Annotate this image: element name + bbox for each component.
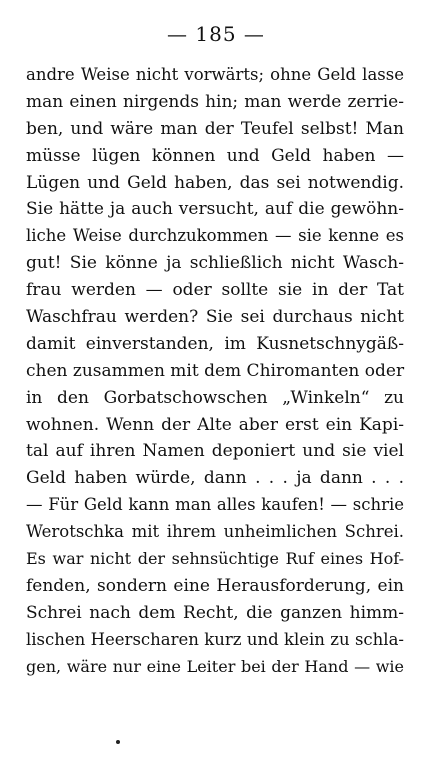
text-line: in den Gorbatschowschen „Winkeln“ zu [26,387,404,408]
text-line: gut! Sie könne ja schließlich nicht Wasch- [26,253,404,274]
text-line: gen, wäre nur eine Leiter bei der Hand — wie [26,656,404,676]
text-line: Schrei nach dem Recht, die ganzen himm- [26,602,404,623]
text-line: lischen Heerscharen kurz und klein zu schla- [26,629,404,649]
text-line: Es war nicht der sehnsüchtige Ruf eines Hof- [26,549,404,569]
text-line: liche Weise durchzukommen — sie kenne es [26,226,404,246]
page-mark [116,740,120,744]
text-line: chen zusammen mit dem Chiromanten oder [26,360,405,381]
text-line: — Für Geld kann man alles kaufen! — schrie [26,495,404,515]
text-line: Geld haben würde, dann . . . ja dann . . . [26,468,404,489]
text-line: ben, und wäre man der Teufel selbst! Man [26,118,404,139]
text-line: Waschfrau werden? Sie sei durchaus nicht [26,307,404,328]
text-line: Sie hätte ja auch versucht, auf die gewöhn- [26,199,404,220]
text-line: fenden, sondern eine Herausforderung, ein [26,575,404,596]
text-line: damit einverstanden, im Kusnetschnygäß- [26,333,404,354]
text-line: tal auf ihren Namen deponiert und sie viel [26,441,404,462]
text-line: man einen nirgends hin; man werde zerrie- [26,91,404,112]
text-line: frau werden — oder sollte sie in der Tat [26,280,404,301]
text-line: müsse lügen können und Geld haben — [26,145,404,166]
text-line: andre Weise nicht vorwärts; ohne Geld lasse [26,65,404,84]
body-text [26,62,404,680]
page-number: — 185 — [167,22,265,46]
text-line: Lügen und Geld haben, das sei notwendig. [26,172,404,193]
text-line: wohnen. Wenn der Alte aber erst ein Kapi- [26,414,404,435]
text-line: Werotschka mit ihrem unheimlichen Schrei. [26,522,404,542]
